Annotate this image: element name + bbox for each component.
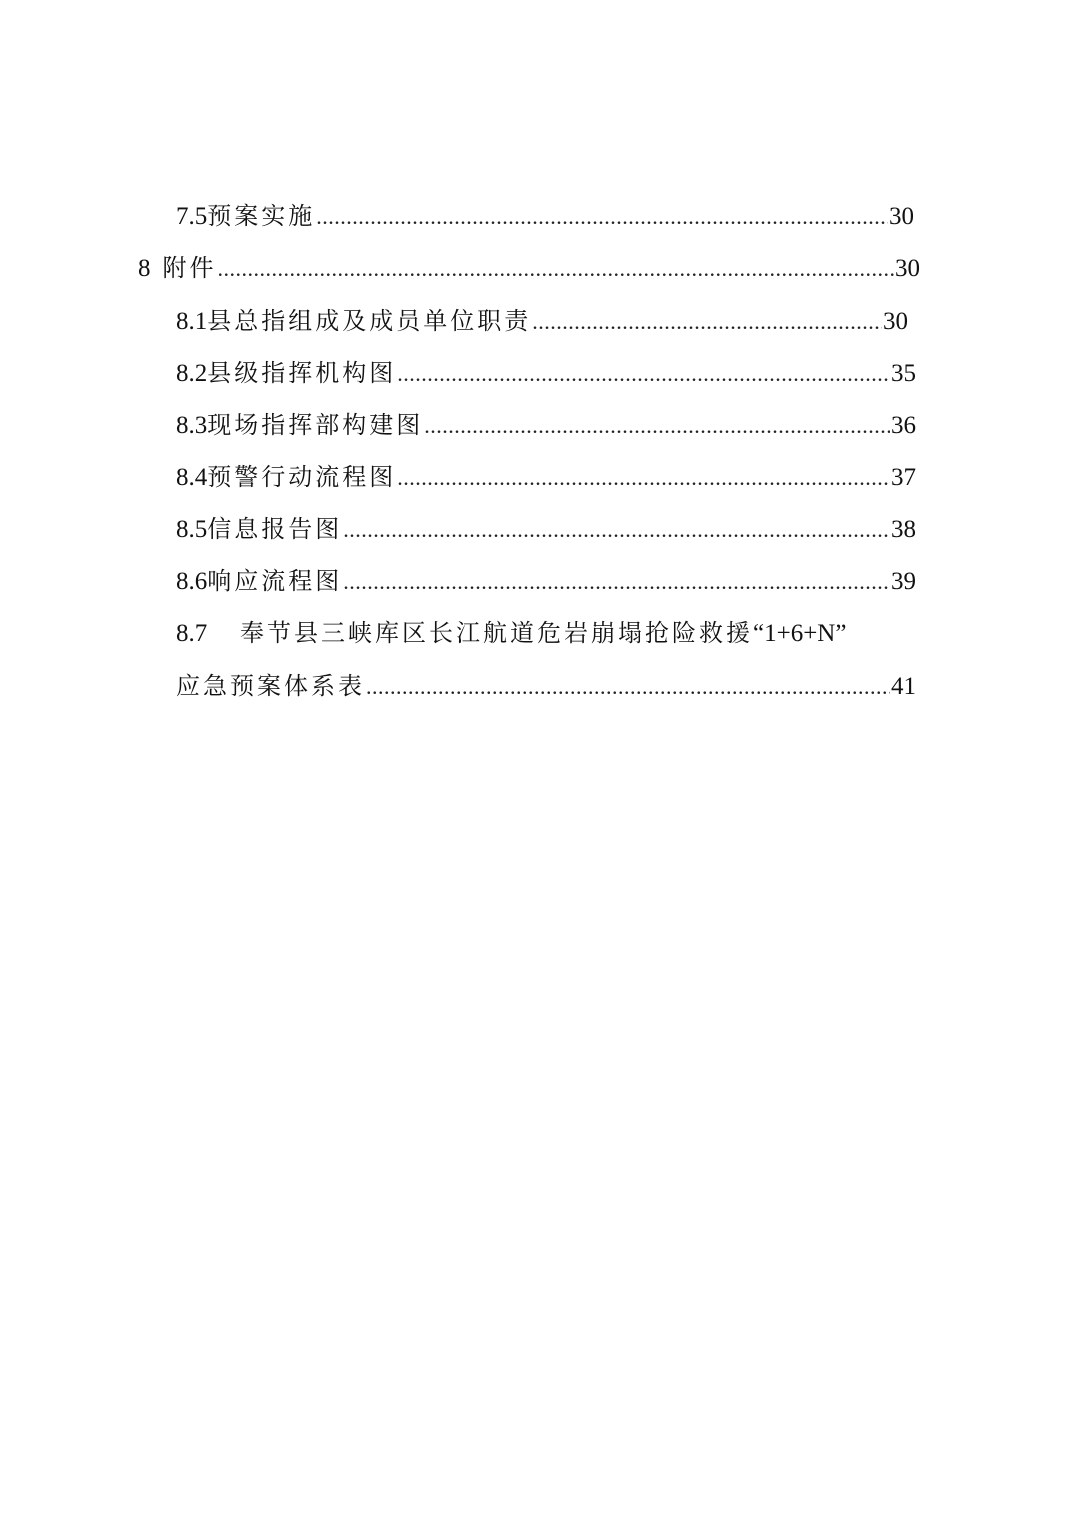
toc-leader-dots: [366, 667, 890, 707]
toc-number: 8.5: [176, 516, 208, 543]
toc-title: 预警行动流程图: [207, 463, 397, 491]
toc-number: 8.3: [176, 412, 208, 439]
toc-leader-dots: [532, 302, 882, 342]
toc-number: 7.5: [176, 203, 208, 230]
toc-entry-8-7-line1[interactable]: [176, 613, 846, 654]
toc-leader-dots: [397, 458, 890, 498]
toc-title-continued: 应急预案体系表: [176, 672, 365, 700]
toc-leader-dots: [217, 249, 894, 289]
toc-title: 信息报告图: [207, 515, 343, 543]
toc-title: 县总指组成及成员单位职责: [207, 307, 532, 335]
toc-leader-dots: [316, 197, 888, 237]
toc-page-number: 39: [891, 568, 916, 595]
toc-page-number: 41: [891, 673, 916, 700]
toc-entry-8-3[interactable]: [176, 405, 916, 445]
toc-page-number: 38: [891, 516, 916, 543]
toc-leader-dots: [397, 354, 890, 394]
toc-title: 县级指挥机构图: [207, 359, 397, 387]
toc-entry-8-2[interactable]: [176, 353, 916, 393]
toc-number: 8.2: [176, 360, 208, 387]
toc-leader-dots: [343, 510, 890, 550]
toc-title: 奉节县三峡库区长江航道危岩崩塌抢险救援: [240, 619, 753, 647]
toc-entry-7-5[interactable]: [176, 196, 914, 236]
toc-title-quote: “1+6+N”: [753, 620, 847, 647]
toc-number: 8.1: [176, 308, 208, 335]
toc-number: 8.6: [176, 568, 208, 595]
toc-number: 8: [138, 255, 151, 282]
toc-page-number: 36: [891, 412, 916, 439]
toc-page-number: 35: [891, 360, 916, 387]
toc-entry-8[interactable]: [138, 248, 920, 288]
toc-page-number: 30: [883, 308, 908, 335]
toc-number: 8.4: [176, 464, 208, 491]
toc-entry-8-6[interactable]: [176, 561, 916, 601]
toc-page-number: 30: [895, 255, 920, 282]
toc-title: 响应流程图: [207, 567, 343, 595]
toc-entry-8-5[interactable]: [176, 509, 916, 549]
toc-number: 8.7: [176, 620, 208, 647]
toc-entry-8-7-line2[interactable]: [176, 666, 916, 706]
toc-title: 预案实施: [207, 202, 316, 230]
toc-leader-dots: [343, 562, 890, 602]
toc-page-number: 37: [891, 464, 916, 491]
toc-page-number: 30: [889, 203, 914, 230]
toc-entry-8-4[interactable]: [176, 457, 916, 497]
toc-entry-8-1[interactable]: [176, 301, 908, 341]
toc-title: 现场指挥部构建图: [207, 411, 424, 439]
toc-title: 附件: [162, 254, 217, 282]
toc-leader-dots: [424, 406, 890, 446]
